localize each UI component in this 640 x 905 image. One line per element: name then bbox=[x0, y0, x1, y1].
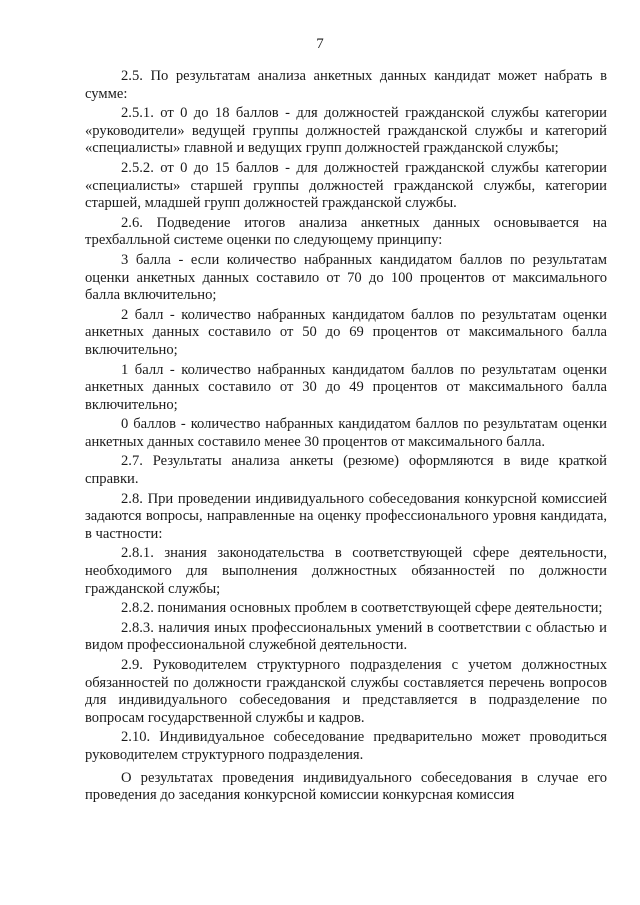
paragraph-1-point: 1 балл - количество набранных кандидатом баллов по результатам оценки анкетных данных составило от 30 до 49 процентов от максимального балла включительно; bbox=[85, 361, 607, 413]
paragraph-2-10: 2.10. Индивидуальное собеседование предварительно может проводиться руководителем структурного подразделения. bbox=[85, 729, 607, 763]
paragraph-2-8-2: 2.8.2. понимания основных проблем в соответствующей сфере деятельности; bbox=[121, 600, 603, 617]
document-body bbox=[85, 68, 607, 805]
page-number: 7 bbox=[316, 36, 324, 52]
paragraph-2-5-1: 2.5.1. от 0 до 18 баллов - для должностей гражданской службы категории «руководители» ведущей группы должностей гражданской службы и категорий «специалисты» главной и ведущих групп должностей гражданской службы; bbox=[85, 105, 607, 157]
paragraph-2-8-1: 2.8.1. знания законодательства в соответствующей сфере деятельности, необходимого для выполнения должностных обязанностей по должности гражданской службы; bbox=[85, 545, 607, 597]
paragraph-2-points: 2 балл - количество набранных кандидатом баллов по результатам оценки анкетных данных составило от 50 до 69 процентов от максимального балла включительно; bbox=[85, 306, 607, 358]
paragraph-2-7: 2.7. Результаты анализа анкеты (резюме) оформляются в виде краткой справки. bbox=[85, 453, 607, 488]
paragraph-0-points: 0 баллов - количество набранных кандидатом баллов по результатам оценки анкетных данных составило менее 30 процентов от максимального балла. bbox=[85, 416, 607, 450]
paragraph-2-6: 2.6. Подведение итогов анализа анкетных данных основывается на трехбалльной системе оценки по следующему принципу: bbox=[85, 214, 607, 249]
paragraph-2-8-3: 2.8.3. наличия иных профессиональных умений в соответствии с областью и видом профессиональной служебной деятельности. bbox=[85, 619, 607, 654]
paragraph-2-5-2: 2.5.2. от 0 до 15 баллов - для должностей гражданской службы категории «специалисты» старшей группы должностей гражданской службы, категории старшей, младшей групп должностей гражданской службы. bbox=[85, 159, 607, 212]
paragraph-2-8: 2.8. При проведении индивидуального собеседования конкурсной комиссией задаются вопросы, направленные на оценку профессионального уровня кандидата, в частности: bbox=[85, 490, 607, 542]
paragraph-interview-results: О результатах проведения индивидуального собеседования в случае его проведения до заседания конкурсной комиссии конкурсная комиссия bbox=[85, 769, 607, 804]
paragraph-3-points: 3 балла - если количество набранных кандидатом баллов по результатам оценки анкетных данных составило от 70 до 100 процентов от максимального балла включительно; bbox=[85, 251, 607, 304]
paragraph-2-9: 2.9. Руководителем структурного подразделения с учетом должностных обязанностей по должности гражданской службы составляется перечень вопросов для индивидуального собеседования и представляется в подразделение по вопросам государственной службы и кадров. bbox=[85, 657, 607, 726]
paragraph-2-5: 2.5. По результатам анализа анкетных данных кандидат может набрать в сумме: bbox=[85, 68, 607, 102]
